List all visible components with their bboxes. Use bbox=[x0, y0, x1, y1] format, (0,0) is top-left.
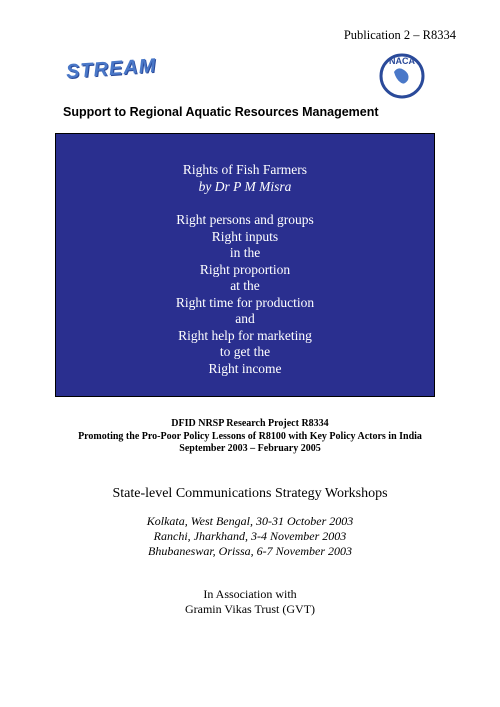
venue-item: Kolkata, West Bengal, 30-31 October 2003 bbox=[146, 514, 354, 528]
naca-logo bbox=[378, 52, 426, 100]
box-line: Right income bbox=[208, 360, 282, 376]
document-title: Rights of Fish Farmers bbox=[182, 162, 308, 177]
venue-item: Bhubaneswar, Orissa, 6-7 November 2003 bbox=[148, 544, 352, 558]
workshops-title: State-level Communications Strategy Workshops bbox=[112, 486, 388, 501]
box-line: at the bbox=[230, 278, 260, 293]
title-box bbox=[55, 133, 435, 397]
project-info bbox=[0, 418, 500, 456]
project-id: DFID NRSP Research Project R8334 bbox=[171, 418, 329, 429]
association-info bbox=[0, 587, 500, 617]
box-line: Right proportion bbox=[199, 261, 291, 277]
box-line: and bbox=[235, 311, 255, 326]
box-line: in the bbox=[229, 245, 261, 260]
program-title: Support to Regional Aquatic Resources Management bbox=[63, 105, 379, 119]
publication-reference: Publication 2 – R8334 bbox=[343, 28, 456, 42]
naca-logo-text: NACA bbox=[389, 56, 415, 66]
box-line: to get the bbox=[219, 344, 271, 359]
box-line: Right time for production bbox=[175, 294, 315, 310]
box-line: Right help for marketing bbox=[178, 327, 312, 343]
box-line: Right inputs bbox=[211, 228, 279, 244]
stream-logo: STREAM bbox=[65, 54, 158, 84]
association-partner: Gramin Vikas Trust (GVT) bbox=[184, 602, 316, 616]
venue-item: Ranchi, Jharkhand, 3-4 November 2003 bbox=[153, 529, 347, 543]
project-dates: September 2003 – February 2005 bbox=[179, 443, 321, 454]
association-label: In Association with bbox=[203, 587, 297, 601]
box-line: Right persons and groups bbox=[176, 212, 314, 227]
document-author: by Dr P M Misra bbox=[198, 178, 292, 194]
workshop-venues bbox=[0, 514, 500, 559]
project-title: Promoting the Pro-Poor Policy Lessons of R8100 with Key Policy Actors in India bbox=[78, 430, 422, 442]
